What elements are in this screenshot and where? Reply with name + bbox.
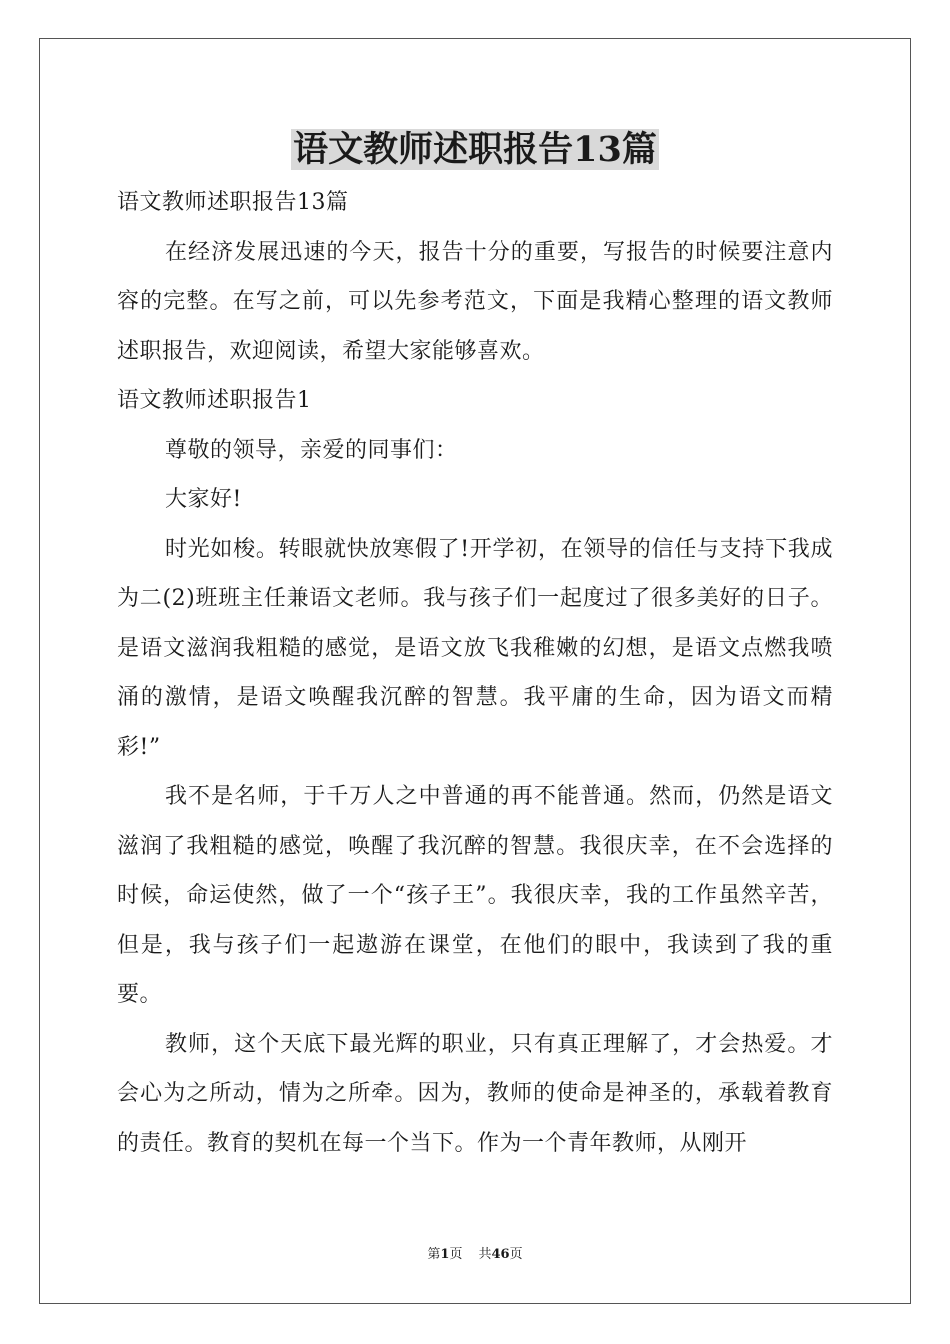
document-title [0, 127, 950, 173]
page-prefix: 第 [427, 1247, 441, 1262]
intro-paragraph: 在经济发展迅速的今天，报告十分的重要，写报告的时候要注意内容的完整。在写之前，可以先参考范文，下面是我精心整理的语文教师述职报告，欢迎阅读，希望大家能够喜欢。 [117, 239, 833, 364]
page-suffix: 页 [449, 1247, 463, 1262]
page-total: 46 [491, 1247, 510, 1262]
body-paragraph: 教师，这个天底下最光辉的职业，只有真正理解了，才会热爱。才会心为之所动，情为之所牵。因为，教师的使命是神圣的，承载着教育的责任。教育的契机在每一个当下。作为一个青年教师，从刚开 [117, 1031, 833, 1156]
subtitle-paragraph: 语文教师述职报告13篇 [117, 190, 349, 215]
body-paragraph: 时光如梭。转眼就快放寒假了!开学初，在领导的信任与支持下我成为二(2)班班主任兼语文老师。我与孩子们一起度过了很多美好的日子。是语文滋润我粗糙的感觉，是语文放飞我稚嫩的幻想，是语文点燃我喷涌的激情，是语文唤醒我沉醉的智慧。我平庸的生命，因为语文而精彩!” [117, 536, 833, 760]
total-prefix: 共 [478, 1247, 492, 1262]
greeting-paragraph: 大家好! [165, 487, 242, 512]
salutation-paragraph: 尊敬的领导，亲爱的同事们： [165, 437, 458, 463]
document-title-text: 语文教师述职报告13篇 [293, 129, 657, 170]
body-paragraph: 我不是名师，于千万人之中普通的再不能普通。然而，仍然是语文滋润了我粗糙的感觉，唤醒了我沉醉的智慧。我很庆幸，在不会选择的时候，命运使然，做了一个“孩子王”。我很庆幸，我的工作虽然辛苦，但是，我与孩子们一起遨游在课堂，在他们的眼中，我读到了我的重要。 [117, 784, 833, 1007]
document-body [117, 178, 833, 1168]
total-suffix: 页 [509, 1247, 523, 1262]
section-heading: 语文教师述职报告1 [117, 388, 312, 413]
page-footer [0, 1245, 950, 1265]
page-number: 1 [440, 1247, 450, 1262]
